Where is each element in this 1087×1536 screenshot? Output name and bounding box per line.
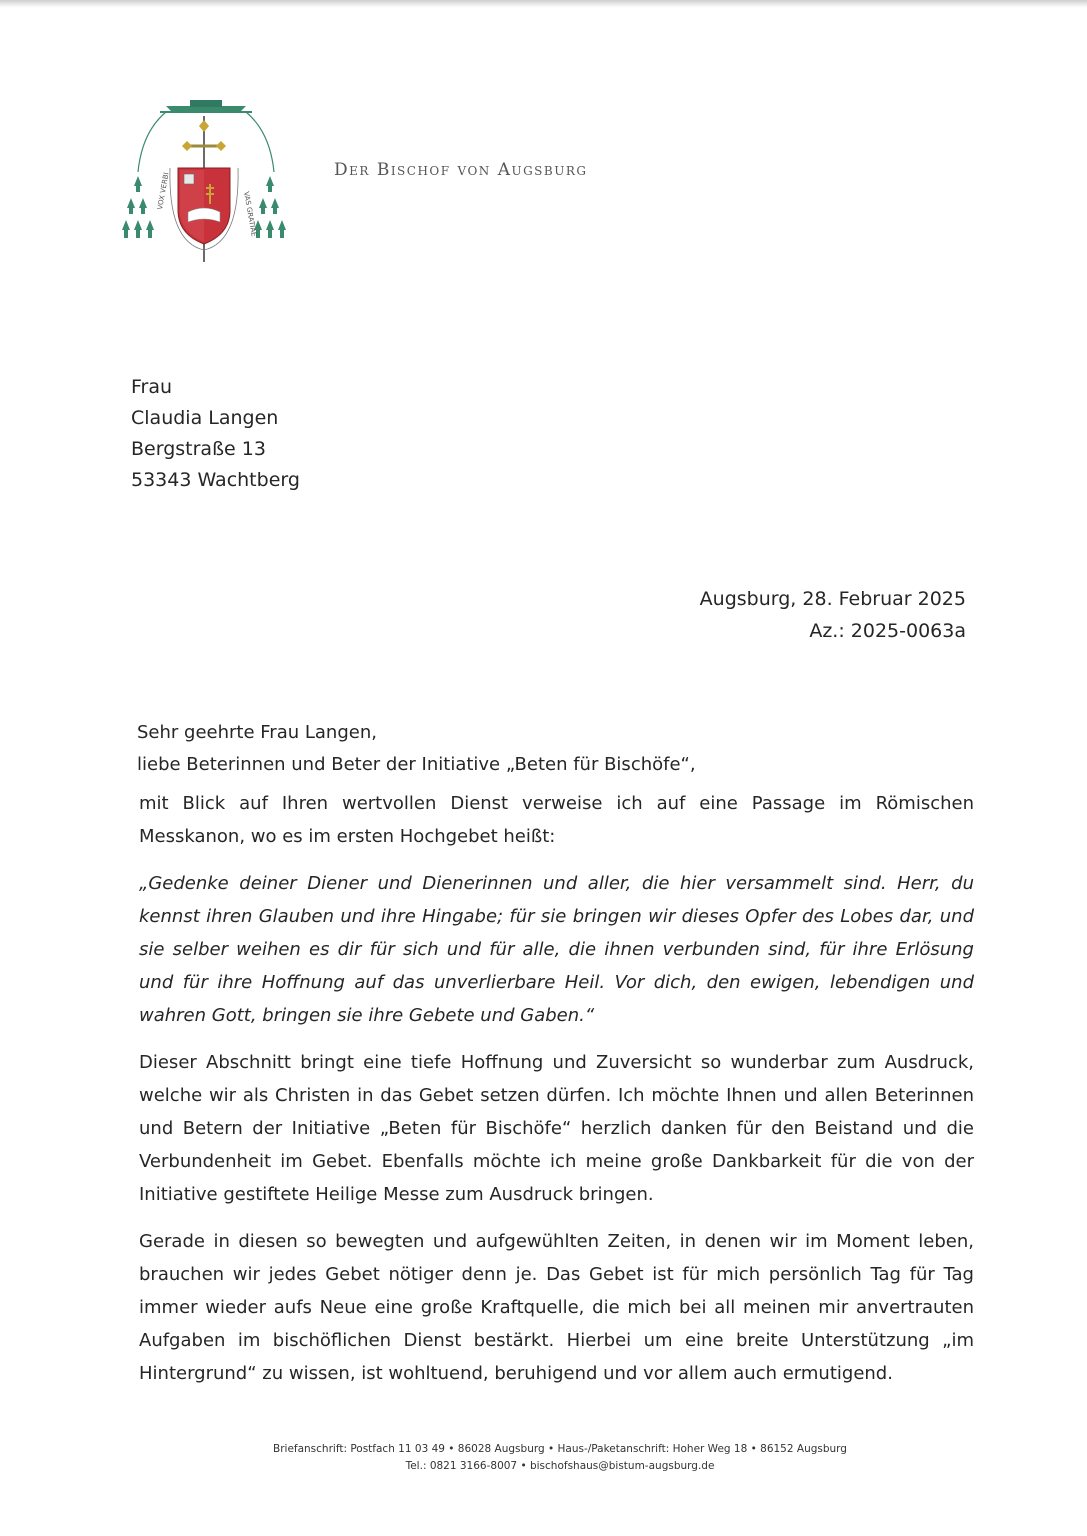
recipient-city: 53343 Wachtberg [131, 469, 300, 491]
letter-body [139, 787, 974, 1404]
recipient-address [131, 372, 300, 496]
reference-number: Az.: 2025-0063a [809, 620, 966, 642]
scan-edge [0, 0, 1087, 8]
footer-address: Briefanschrift: Postfach 11 03 49 • 86028 Augsburg • Haus-/Paketanschrift: Hoher Weg 18 • 86152 Augsburg [273, 1443, 847, 1455]
coat-of-arms-icon [118, 92, 288, 272]
svg-text:VOX VERBI: VOX VERBI [156, 171, 171, 211]
letterhead-sender: Der Bischof von Augsburg [334, 160, 588, 180]
greeting [137, 717, 696, 781]
greeting-line-1: Sehr geehrte Frau Langen, [137, 722, 377, 743]
body-paragraph-2: Dieser Abschnitt bringt eine tiefe Hoffnung und Zuversicht so wunderbar zum Ausdruck, welche wir als Christen in das Gebet setzen dürfen. Ich möchte Ihnen und allen Beterinnen und Betern der Initiative „Beten für Bischöfe“ herzlich danken für den Beistand und die Verbundenheit im Gebet. Ebenfalls möchte ich meine große Dankbarkeit für die von der Initiative gestiftete Heilige Messe zum Ausdruck bringen. [139, 1052, 974, 1205]
recipient-salutation: Frau [131, 376, 173, 398]
body-paragraph-3: Gerade in diesen so bewegten und aufgewühlten Zeiten, in denen wir im Moment leben, brauchen wir jedes Gebet nötiger denn je. Das Gebet ist für mich persönlich Tag für Tag immer wieder aufs Neue eine große Kraftquelle, die mich bei all meinen mir anvertrauten Aufgaben im bischöflichen Dienst bestärkt. Hierbei um eine breite Unterstützung „im Hintergrund“ zu wissen, ist wohltuend, beruhigend und vor allem auch ermutigend. [139, 1231, 974, 1384]
body-quote: „Gedenke deiner Diener und Dienerinnen und aller, die hier versammelt sind. Herr, du kennst ihren Glauben und ihre Hingabe; für sie bringen wir dieses Opfer des Lobes dar, und sie selber weihen es dir für sich und für alle, die ihnen verbunden sind, für ihre Erlösung und für ihre Hoffnung auf das unverlierbare Heil. Vor dich, den ewigen, lebendigen und wahren Gott, bringen sie ihre Gebete und Gaben.“ [139, 873, 974, 1026]
body-paragraph-1: mit Blick auf Ihren wertvollen Dienst verweise ich auf eine Passage im Römischen Messkanon, wo es im ersten Hochgebet heißt: [139, 793, 974, 847]
recipient-street: Bergstraße 13 [131, 438, 266, 460]
date-reference-block [700, 583, 966, 647]
footer-contact: Tel.: 0821 3166-8007 • bischofshaus@bistum-augsburg.de [405, 1460, 715, 1472]
greeting-line-2: liebe Beterinnen und Beter der Initiative „Beten für Bischöfe“, [137, 754, 696, 775]
place-date: Augsburg, 28. Februar 2025 [699, 588, 966, 610]
recipient-name: Claudia Langen [131, 407, 279, 429]
svg-text:VAS GRATIAE: VAS GRATIAE [242, 190, 258, 238]
footer [0, 1441, 1087, 1475]
